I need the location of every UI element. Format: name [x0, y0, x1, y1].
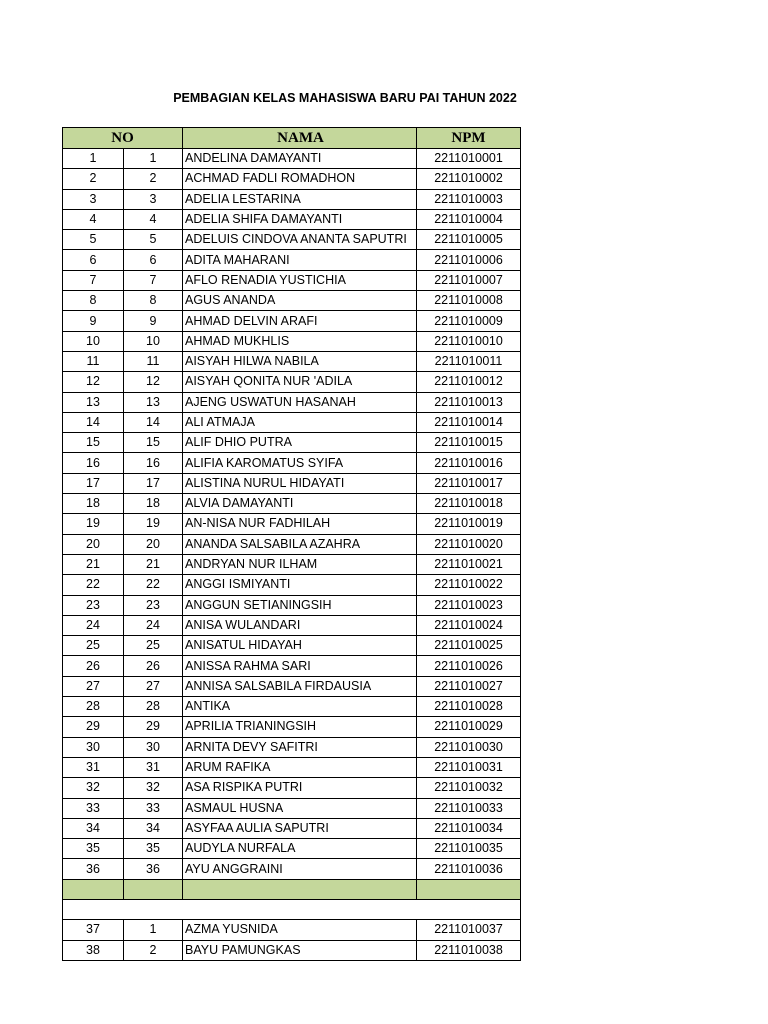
cell-no: 36	[63, 859, 124, 879]
cell-npm: 2211010027	[417, 676, 521, 696]
table-row	[63, 839, 521, 859]
cell-npm: 2211010038	[417, 940, 521, 960]
cell-class-no: 15	[124, 433, 183, 453]
cell-npm: 2211010017	[417, 473, 521, 493]
separator-rows	[63, 879, 521, 920]
cell-no: 34	[63, 818, 124, 838]
cell-class-no: 20	[124, 534, 183, 554]
cell-npm: 2211010031	[417, 757, 521, 777]
cell-class-no: 16	[124, 453, 183, 473]
cell-no: 9	[63, 311, 124, 331]
cell-class-no: 24	[124, 615, 183, 635]
cell-nama: ALVIA DAMAYANTI	[183, 494, 417, 514]
cell-npm: 2211010001	[417, 149, 521, 169]
cell-nama: AZMA YUSNIDA	[183, 920, 417, 940]
table-row	[63, 940, 521, 960]
cell-npm: 2211010019	[417, 514, 521, 534]
cell-no: 37	[63, 920, 124, 940]
cell-nama: AYU ANGGRAINI	[183, 859, 417, 879]
cell-nama: ALIFIA KAROMATUS SYIFA	[183, 453, 417, 473]
table-row	[63, 697, 521, 717]
cell-class-no: 3	[124, 189, 183, 209]
cell-npm: 2211010002	[417, 169, 521, 189]
cell-npm: 2211010007	[417, 270, 521, 290]
cell-npm: 2211010024	[417, 615, 521, 635]
cell-class-no: 17	[124, 473, 183, 493]
cell-no: 38	[63, 940, 124, 960]
cell-no: 8	[63, 291, 124, 311]
cell-class-no: 18	[124, 494, 183, 514]
cell-npm: 2211010033	[417, 798, 521, 818]
table-row	[63, 575, 521, 595]
cell-npm: 2211010003	[417, 189, 521, 209]
header-nama: NAMA	[183, 128, 417, 149]
cell-npm: 2211010018	[417, 494, 521, 514]
table-row	[63, 453, 521, 473]
table-row	[63, 717, 521, 737]
cell-class-no: 21	[124, 554, 183, 574]
cell-class-no: 19	[124, 514, 183, 534]
table-row	[63, 189, 521, 209]
cell-nama: ARUM RAFIKA	[183, 757, 417, 777]
table-row	[63, 209, 521, 229]
table-row	[63, 473, 521, 493]
table-row	[63, 554, 521, 574]
cell-class-no: 32	[124, 778, 183, 798]
student-table	[62, 127, 521, 961]
cell-nama: ARNITA DEVY SAFITRI	[183, 737, 417, 757]
cell-no: 11	[63, 351, 124, 371]
cell-npm: 2211010026	[417, 656, 521, 676]
cell-no: 35	[63, 839, 124, 859]
cell-npm: 2211010020	[417, 534, 521, 554]
cell-no: 21	[63, 554, 124, 574]
cell-nama: AUDYLA NURFALA	[183, 839, 417, 859]
table-row	[63, 149, 521, 169]
cell-no: 4	[63, 209, 124, 229]
cell-npm: 2211010010	[417, 331, 521, 351]
cell-class-no: 2	[124, 940, 183, 960]
cell-class-no: 7	[124, 270, 183, 290]
cell-no: 16	[63, 453, 124, 473]
cell-nama: AHMAD DELVIN ARAFI	[183, 311, 417, 331]
cell-no: 31	[63, 757, 124, 777]
cell-npm: 2211010023	[417, 595, 521, 615]
cell-npm: 2211010015	[417, 433, 521, 453]
table-row	[63, 818, 521, 838]
table-row	[63, 494, 521, 514]
cell-npm: 2211010037	[417, 920, 521, 940]
table-header-row	[63, 128, 521, 149]
table-row	[63, 514, 521, 534]
cell-npm: 2211010013	[417, 392, 521, 412]
cell-no: 25	[63, 636, 124, 656]
cell-nama: ANDRYAN NUR ILHAM	[183, 554, 417, 574]
cell-npm: 2211010029	[417, 717, 521, 737]
group-separator-row	[63, 879, 521, 899]
table-row	[63, 859, 521, 879]
cell-npm: 2211010006	[417, 250, 521, 270]
table-row	[63, 656, 521, 676]
cell-nama: ANANDA SALSABILA AZAHRA	[183, 534, 417, 554]
cell-npm: 2211010021	[417, 554, 521, 574]
blank-row	[63, 899, 521, 919]
document-title: PEMBAGIAN KELAS MAHASISWA BARU PAI TAHUN 2022	[173, 91, 517, 105]
cell-nama: BAYU PAMUNGKAS	[183, 940, 417, 960]
table-row	[63, 534, 521, 554]
cell-class-no: 8	[124, 291, 183, 311]
cell-no: 17	[63, 473, 124, 493]
table-row	[63, 311, 521, 331]
header-no: NO	[63, 128, 183, 149]
cell-npm: 2211010008	[417, 291, 521, 311]
cell-class-no: 30	[124, 737, 183, 757]
cell-no: 1	[63, 149, 124, 169]
cell-npm: 2211010028	[417, 697, 521, 717]
cell-npm: 2211010022	[417, 575, 521, 595]
cell-class-no: 29	[124, 717, 183, 737]
cell-nama: AN-NISA NUR FADHILAH	[183, 514, 417, 534]
table-row	[63, 331, 521, 351]
cell-nama: ASMAUL HUSNA	[183, 798, 417, 818]
cell-nama: AFLO RENADIA YUSTICHIA	[183, 270, 417, 290]
cell-npm: 2211010004	[417, 209, 521, 229]
cell-nama: ANGGI ISMIYANTI	[183, 575, 417, 595]
cell-npm: 2211010030	[417, 737, 521, 757]
cell-nama: ANISA WULANDARI	[183, 615, 417, 635]
cell-nama: AISYAH QONITA NUR 'ADILA	[183, 372, 417, 392]
cell-no: 2	[63, 169, 124, 189]
cell-class-no: 23	[124, 595, 183, 615]
cell-class-no: 28	[124, 697, 183, 717]
group2-rows	[63, 920, 521, 961]
cell-nama: ALISTINA NURUL HIDAYATI	[183, 473, 417, 493]
table-row	[63, 250, 521, 270]
cell-no: 7	[63, 270, 124, 290]
cell-nama: ASYFAA AULIA SAPUTRI	[183, 818, 417, 838]
cell-no: 10	[63, 331, 124, 351]
cell-no: 3	[63, 189, 124, 209]
table-row	[63, 433, 521, 453]
table-row	[63, 351, 521, 371]
cell-class-no: 1	[124, 149, 183, 169]
cell-no: 28	[63, 697, 124, 717]
cell-class-no: 33	[124, 798, 183, 818]
cell-npm: 2211010032	[417, 778, 521, 798]
table-row	[63, 270, 521, 290]
cell-no: 18	[63, 494, 124, 514]
cell-no: 26	[63, 656, 124, 676]
cell-no: 20	[63, 534, 124, 554]
cell-nama: AHMAD MUKHLIS	[183, 331, 417, 351]
cell-class-no: 10	[124, 331, 183, 351]
table-row	[63, 291, 521, 311]
cell-nama: AGUS ANANDA	[183, 291, 417, 311]
table-row	[63, 615, 521, 635]
cell-no: 12	[63, 372, 124, 392]
cell-no: 22	[63, 575, 124, 595]
cell-class-no: 14	[124, 412, 183, 432]
cell-npm: 2211010005	[417, 230, 521, 250]
cell-no: 13	[63, 392, 124, 412]
cell-no: 32	[63, 778, 124, 798]
group1-rows	[63, 149, 521, 880]
table-row	[63, 372, 521, 392]
cell-no: 5	[63, 230, 124, 250]
cell-class-no: 1	[124, 920, 183, 940]
cell-nama: ADELIA SHIFA DAMAYANTI	[183, 209, 417, 229]
cell-class-no: 6	[124, 250, 183, 270]
table-row	[63, 412, 521, 432]
cell-nama: AJENG USWATUN HASANAH	[183, 392, 417, 412]
cell-nama: ALIF DHIO PUTRA	[183, 433, 417, 453]
cell-nama: ASA RISPIKA PUTRI	[183, 778, 417, 798]
cell-npm: 2211010014	[417, 412, 521, 432]
cell-nama: ALI ATMAJA	[183, 412, 417, 432]
cell-npm: 2211010012	[417, 372, 521, 392]
cell-class-no: 5	[124, 230, 183, 250]
cell-no: 14	[63, 412, 124, 432]
cell-class-no: 31	[124, 757, 183, 777]
table-row	[63, 920, 521, 940]
cell-class-no: 4	[124, 209, 183, 229]
cell-no: 29	[63, 717, 124, 737]
table-row	[63, 392, 521, 412]
cell-nama: ANDELINA DAMAYANTI	[183, 149, 417, 169]
cell-class-no: 25	[124, 636, 183, 656]
cell-nama: ADELUIS CINDOVA ANANTA SAPUTRI	[183, 230, 417, 250]
cell-class-no: 9	[124, 311, 183, 331]
cell-nama: ANISATUL HIDAYAH	[183, 636, 417, 656]
cell-class-no: 13	[124, 392, 183, 412]
cell-class-no: 34	[124, 818, 183, 838]
cell-nama: ADELIA LESTARINA	[183, 189, 417, 209]
table-row	[63, 778, 521, 798]
cell-class-no: 11	[124, 351, 183, 371]
header-npm: NPM	[417, 128, 521, 149]
table-row	[63, 676, 521, 696]
table-row	[63, 737, 521, 757]
cell-class-no: 36	[124, 859, 183, 879]
cell-class-no: 2	[124, 169, 183, 189]
cell-class-no: 26	[124, 656, 183, 676]
table-row	[63, 230, 521, 250]
cell-nama: ACHMAD FADLI ROMADHON	[183, 169, 417, 189]
table-row	[63, 798, 521, 818]
cell-nama: ANISSA RAHMA SARI	[183, 656, 417, 676]
cell-no: 27	[63, 676, 124, 696]
cell-no: 33	[63, 798, 124, 818]
cell-npm: 2211010036	[417, 859, 521, 879]
cell-npm: 2211010034	[417, 818, 521, 838]
table-row	[63, 595, 521, 615]
cell-nama: APRILIA TRIANINGSIH	[183, 717, 417, 737]
cell-no: 15	[63, 433, 124, 453]
cell-npm: 2211010009	[417, 311, 521, 331]
cell-npm: 2211010016	[417, 453, 521, 473]
cell-npm: 2211010025	[417, 636, 521, 656]
cell-class-no: 22	[124, 575, 183, 595]
cell-nama: ANNISA SALSABILA FIRDAUSIA	[183, 676, 417, 696]
cell-no: 23	[63, 595, 124, 615]
cell-class-no: 35	[124, 839, 183, 859]
table-row	[63, 636, 521, 656]
cell-no: 19	[63, 514, 124, 534]
table-row	[63, 757, 521, 777]
cell-no: 6	[63, 250, 124, 270]
cell-npm: 2211010011	[417, 351, 521, 371]
cell-nama: ANGGUN SETIANINGSIH	[183, 595, 417, 615]
cell-class-no: 12	[124, 372, 183, 392]
cell-no: 24	[63, 615, 124, 635]
cell-npm: 2211010035	[417, 839, 521, 859]
table-row	[63, 169, 521, 189]
cell-nama: ANTIKA	[183, 697, 417, 717]
cell-class-no: 27	[124, 676, 183, 696]
cell-no: 30	[63, 737, 124, 757]
cell-nama: AISYAH HILWA NABILA	[183, 351, 417, 371]
cell-nama: ADITA MAHARANI	[183, 250, 417, 270]
